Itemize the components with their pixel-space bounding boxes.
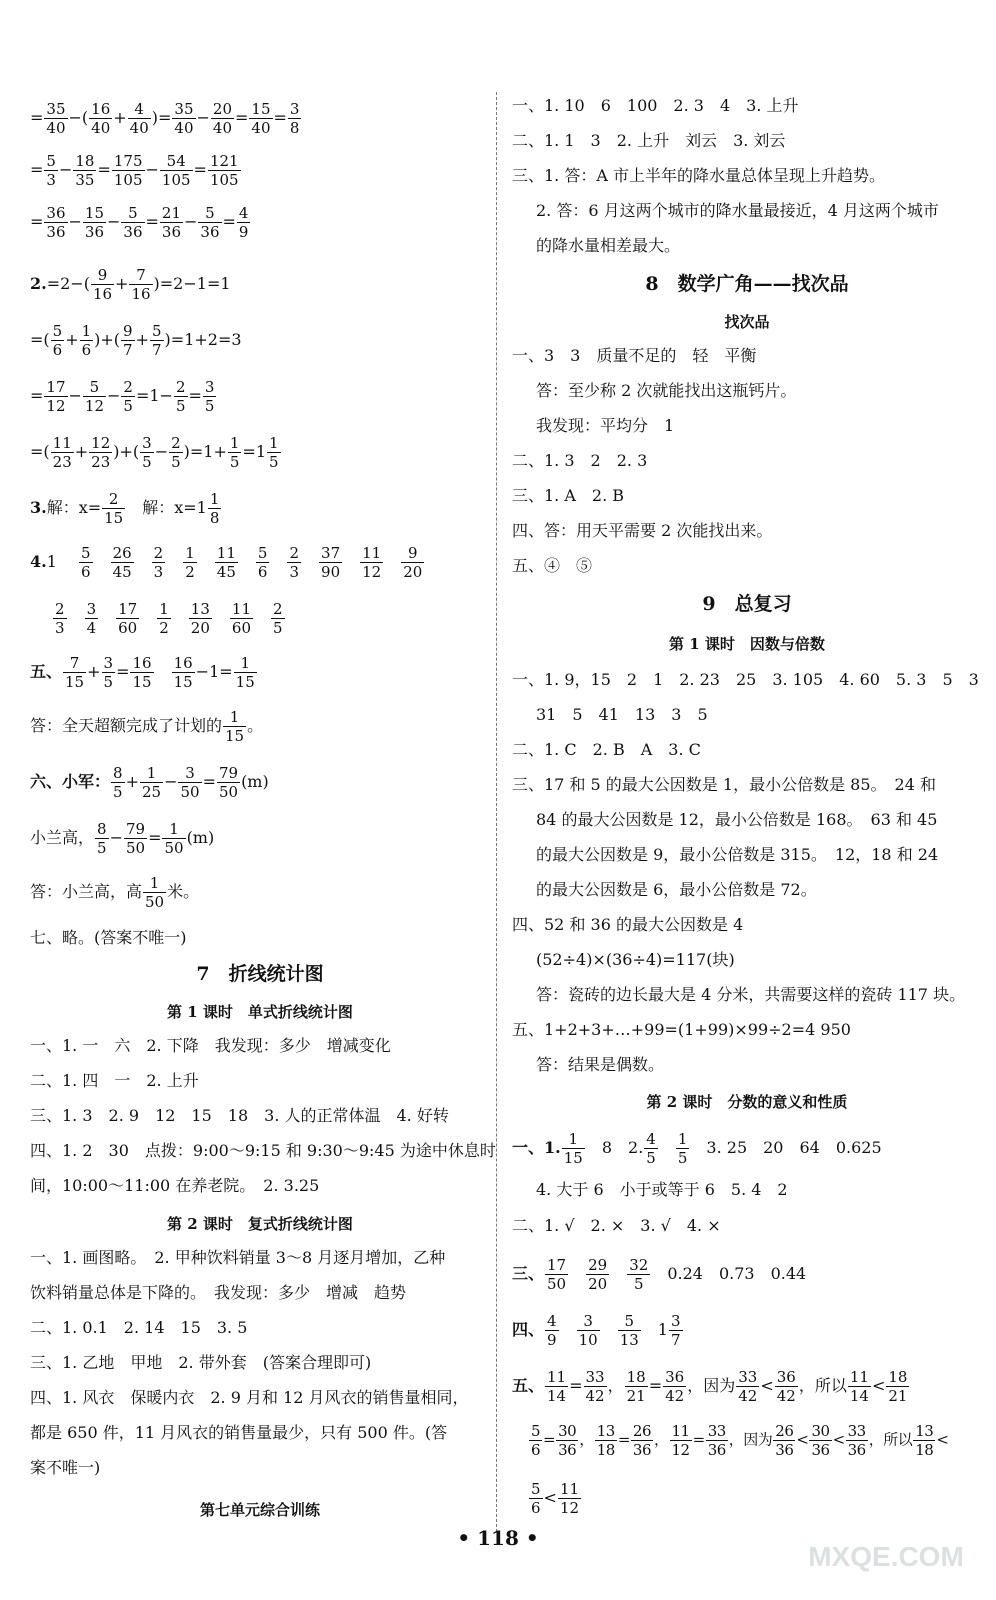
eq-line: 六、小军： $\frac{8}{5}$ + $\frac{1}{25}$ − $\frac{3}{50}$ = $\frac{79}{50}$ (m) (30, 764, 269, 801)
fraction: $\frac{2}{3}$ (289, 544, 300, 581)
fraction: $\frac{17}{60}$ (118, 600, 138, 637)
eq-line: =( $\frac{5}{6}$ + $\frac{1}{6}$ )+( $\frac{9}{7}$ + $\frac{5}{7}$ )=1+2=3 (30, 322, 242, 359)
fraction: $\frac{1}{2}$ (159, 600, 169, 637)
answer-line: 五、④ ⑤ (512, 556, 593, 575)
fraction: $\frac{37}{90}$ (321, 544, 341, 581)
answer-line: 案不唯一) (30, 1458, 101, 1477)
answer-line: 间，10:00～11:00 在养老院。 2. 3.25 (30, 1176, 320, 1195)
eq-line: 五、 $\frac{11}{14}$ = $\frac{33}{42}$ ， $\frac{18}{21}$ = $\frac{36}{42}$ ，因为 $\frac{33}{42}$ < $\frac{36}{42}$ ，所以 $\frac{11}{14}$ < $\frac{18}{21}$ (512, 1368, 908, 1405)
lesson-heading: 第 2 课时 分数的意义和性质 (646, 1093, 848, 1111)
answer-line: 一、3 3 质量不足的 轻 平衡 (512, 346, 757, 365)
answer-line: 的最大公因数是 6，最小公倍数是 72。 (536, 880, 817, 899)
eq-line: = $\frac{5}{3}$ − $\frac{18}{35}$ = $\frac{175}{105}$ − $\frac{54}{105}$ = $\frac{121}{105}$ (30, 152, 239, 189)
answer-line: 三、1. 乙地 甲地 2. 带外套 (答案合理即可) (30, 1353, 372, 1372)
fraction: $\frac{11}{60}$ (231, 600, 251, 637)
answer-line: 的最大公因数是 9，最小公倍数是 315。 12，18 和 24 (536, 845, 939, 864)
answer-line: 四、52 和 36 的最大公因数是 4 (512, 915, 744, 934)
answer-line: 我发现：平均分 1 (536, 416, 675, 435)
eq-line: = $\frac{36}{36}$ − $\frac{15}{36}$ − $\frac{5}{36}$ = $\frac{21}{36}$ − $\frac{5}{36}$ = $\frac{4}{9}$ (30, 204, 249, 241)
answer-line: 三、1. 答：A 市上半年的降水量总体呈现上升趋势。 (512, 166, 885, 185)
answer-line: 四、1. 2 30 点拨：9:00～9:15 和 9:30～9:45 为途中休息时 (30, 1141, 496, 1160)
section-heading: 8 数学广角——找次品 (645, 273, 849, 295)
fraction: $\frac{2}{3}$ (55, 600, 65, 637)
page-number: • 118 • (457, 1526, 539, 1550)
answer-line: 三、17 和 5 的最大公因数是 1，最小公倍数是 85。 24 和 (512, 775, 936, 794)
fraction: $\frac{11}{45}$ (216, 544, 236, 581)
answer-line: 答：小兰高，高 $\frac{1}{50}$ 米。 (30, 874, 200, 911)
eq-line: $\frac{5}{6}$ < $\frac{11}{12}$ (531, 1480, 580, 1517)
eq-line: 3.解：x= $\frac{2}{15}$ 解：x=1 $\frac{1}{8}$ (30, 490, 220, 527)
answer-line: 二、1. 四 一 2. 上升 (30, 1071, 199, 1090)
eq-line: 4.1 $\frac{5}{6}$ $\frac{26}{45}$ $\frac{2}{3}$ $\frac{1}{2}$ $\frac{11}{45}$ $\frac{5}{6}$ $\frac{2}{3}$ $\frac{37}{90}$ $\frac{11}{12}$ $\frac{9}{20}$ (30, 544, 423, 581)
eq-line: 小兰高， $\frac{8}{5}$ − $\frac{79}{50}$ = $\frac{1}{50}$ (m) (30, 820, 215, 857)
watermark-logo (796, 1504, 976, 1584)
answer-line: 一、1. 一 六 2. 下降 我发现：多少 增减变化 (30, 1036, 391, 1055)
fraction: $\frac{5}{6}$ (257, 544, 268, 581)
answer-line: 四、答：用天平需要 2 次能找出来。 (512, 521, 773, 540)
fraction: $\frac{2}{5}$ (273, 600, 283, 637)
fraction: $\frac{13}{20}$ (190, 600, 210, 637)
answer-line: 一、1. 10 6 100 2. 3 4 3. 上升 (512, 96, 799, 115)
answer-line: 84 的最大公因数是 12，最小公倍数是 168。 63 和 45 (536, 810, 938, 829)
answer-line: 一、1. 9，15 2 1 2. 23 25 3. 105 4. 60 5. 3 5 3 (512, 670, 979, 689)
eq-line: 一、1. $\frac{1}{15}$ 8 2. $\frac{4}{5}$ $\frac{1}{5}$ 3. 25 20 64 0.625 (512, 1130, 882, 1167)
eq-line: 三、 $\frac{17}{50}$ $\frac{29}{20}$ $\frac{32}{5}$ 0.24 0.73 0.44 (512, 1256, 807, 1293)
answer-line: 三、1. 3 2. 9 12 15 18 3. 人的正常体温 4. 好转 (30, 1106, 449, 1125)
answer-line: 答：至少称 2 次就能找出这瓶钙片。 (536, 381, 797, 400)
lesson-heading: 第 1 课时 单式折线统计图 (167, 1003, 353, 1021)
answer-line: 三、1. A 2. B (512, 486, 625, 505)
answer-line: (52÷4)×(36÷4)=117(块) (536, 950, 735, 969)
column-divider (496, 92, 497, 1532)
answer-line: 的降水量相差最大。 (536, 236, 681, 255)
answer-line: 二、1. √ 2. × 3. √ 4. × (512, 1216, 721, 1235)
eq-line: 五、 $\frac{7}{15}$ + $\frac{3}{5}$ = $\frac{16}{15}$ $\frac{16}{15}$ −1= $\frac{1}{15}$ (30, 654, 255, 691)
answer-line: 七、略。(答案不唯一) (30, 928, 187, 947)
answer-line: 答：结果是偶数。 (536, 1055, 665, 1074)
answer-line: 都是 650 件，11 月风衣的销售量最少，只有 500 件。(答 (30, 1423, 448, 1442)
answer-line: 二、1. 3 2 2. 3 (512, 451, 648, 470)
fraction: $\frac{11}{12}$ (362, 544, 382, 581)
lesson-heading: 第 1 课时 因数与倍数 (669, 635, 825, 653)
answer-line: 2. 答：6 月这两个城市的降水量最接近，4 月这两个城市 (536, 201, 939, 220)
answer-line: 答：全天超额完成了计划的 $\frac{1}{15}$ 。 (30, 708, 264, 745)
answer-line: 二、1. 1 3 2. 上升 刘云 3. 刘云 (512, 131, 786, 150)
eq-line (52, 600, 286, 637)
eq-line: $\frac{5}{6}$ = $\frac{30}{36}$ ， $\frac{13}{18}$ = $\frac{26}{36}$ ， $\frac{11}{12}$ = $\frac{33}{36}$ ，因为 $\frac{26}{36}$ < $\frac{30}{36}$ < $\frac{33}{36}$ ，所以 $\frac{13}{18}$ < (531, 1422, 949, 1459)
answer-line: 31 5 41 13 3 5 (536, 705, 708, 724)
section-heading: 9 总复习 (702, 593, 792, 615)
lesson-heading: 找次品 (724, 313, 770, 331)
answer-line: 一、1. 画图略。 2. 甲种饮料销量 3～8 月逐月增加，乙种 (30, 1248, 446, 1267)
fraction: $\frac{3}{4}$ (86, 600, 97, 637)
fraction: $\frac{1}{2}$ (185, 544, 195, 581)
fraction: $\frac{26}{45}$ (112, 544, 132, 581)
lesson-heading: 第 2 课时 复式折线统计图 (167, 1215, 353, 1233)
eq-line: =( $\frac{11}{23}$ + $\frac{12}{23}$ )+( $\frac{3}{5}$ − $\frac{2}{5}$ )=1+ $\frac{1}{5}$ =1 $\frac{1}{5}$ (30, 434, 279, 471)
answer-line: 二、1. 0.1 2. 14 15 3. 5 (30, 1318, 248, 1337)
fraction: $\frac{9}{20}$ (403, 544, 423, 581)
answer-line: 五、1+2+3+…+99=(1+99)×99÷2=4 950 (512, 1020, 851, 1039)
answer-line: 二、1. C 2. B A 3. C (512, 740, 701, 759)
svg-text:MXQE.COM: MXQE.COM (808, 1541, 964, 1572)
answer-line: 4. 大于 6 小于或等于 6 5. 4 2 (536, 1180, 788, 1199)
eq-line: 2.=2−( $\frac{9}{16}$ + $\frac{7}{16}$ )=2−1=1 (30, 266, 231, 303)
answer-line: 答：瓷砖的边长最大是 4 分米，共需要这样的瓷砖 117 块。 (536, 985, 966, 1004)
eq-line: 四、 $\frac{4}{9}$ $\frac{3}{10}$ $\frac{5}{13}$ 1 $\frac{3}{7}$ (512, 1312, 681, 1349)
answer-line: 四、1. 风衣 保暖内衣 2. 9 月和 12 月风衣的销售量相同， (30, 1388, 469, 1407)
eq-line: = $\frac{17}{12}$ − $\frac{5}{12}$ − $\frac{2}{5}$ =1− $\frac{2}{5}$ = $\frac{3}{5}$ (30, 378, 215, 415)
lesson-heading: 第七单元综合训练 (199, 1501, 320, 1519)
fraction: $\frac{2}{3}$ (153, 544, 164, 581)
fraction: $\frac{5}{6}$ (81, 544, 91, 581)
section-heading: 7 折线统计图 (196, 963, 324, 985)
eq-line: = $\frac{35}{40}$ −( $\frac{16}{40}$ + $\frac{4}{40}$ )= $\frac{35}{40}$ − $\frac{20}{40}$ = $\frac{15}{40}$ = $\frac{3}{8}$ (30, 100, 300, 137)
answer-line: 饮料销量总体是下降的。 我发现：多少 增减 趋势 (30, 1283, 407, 1302)
